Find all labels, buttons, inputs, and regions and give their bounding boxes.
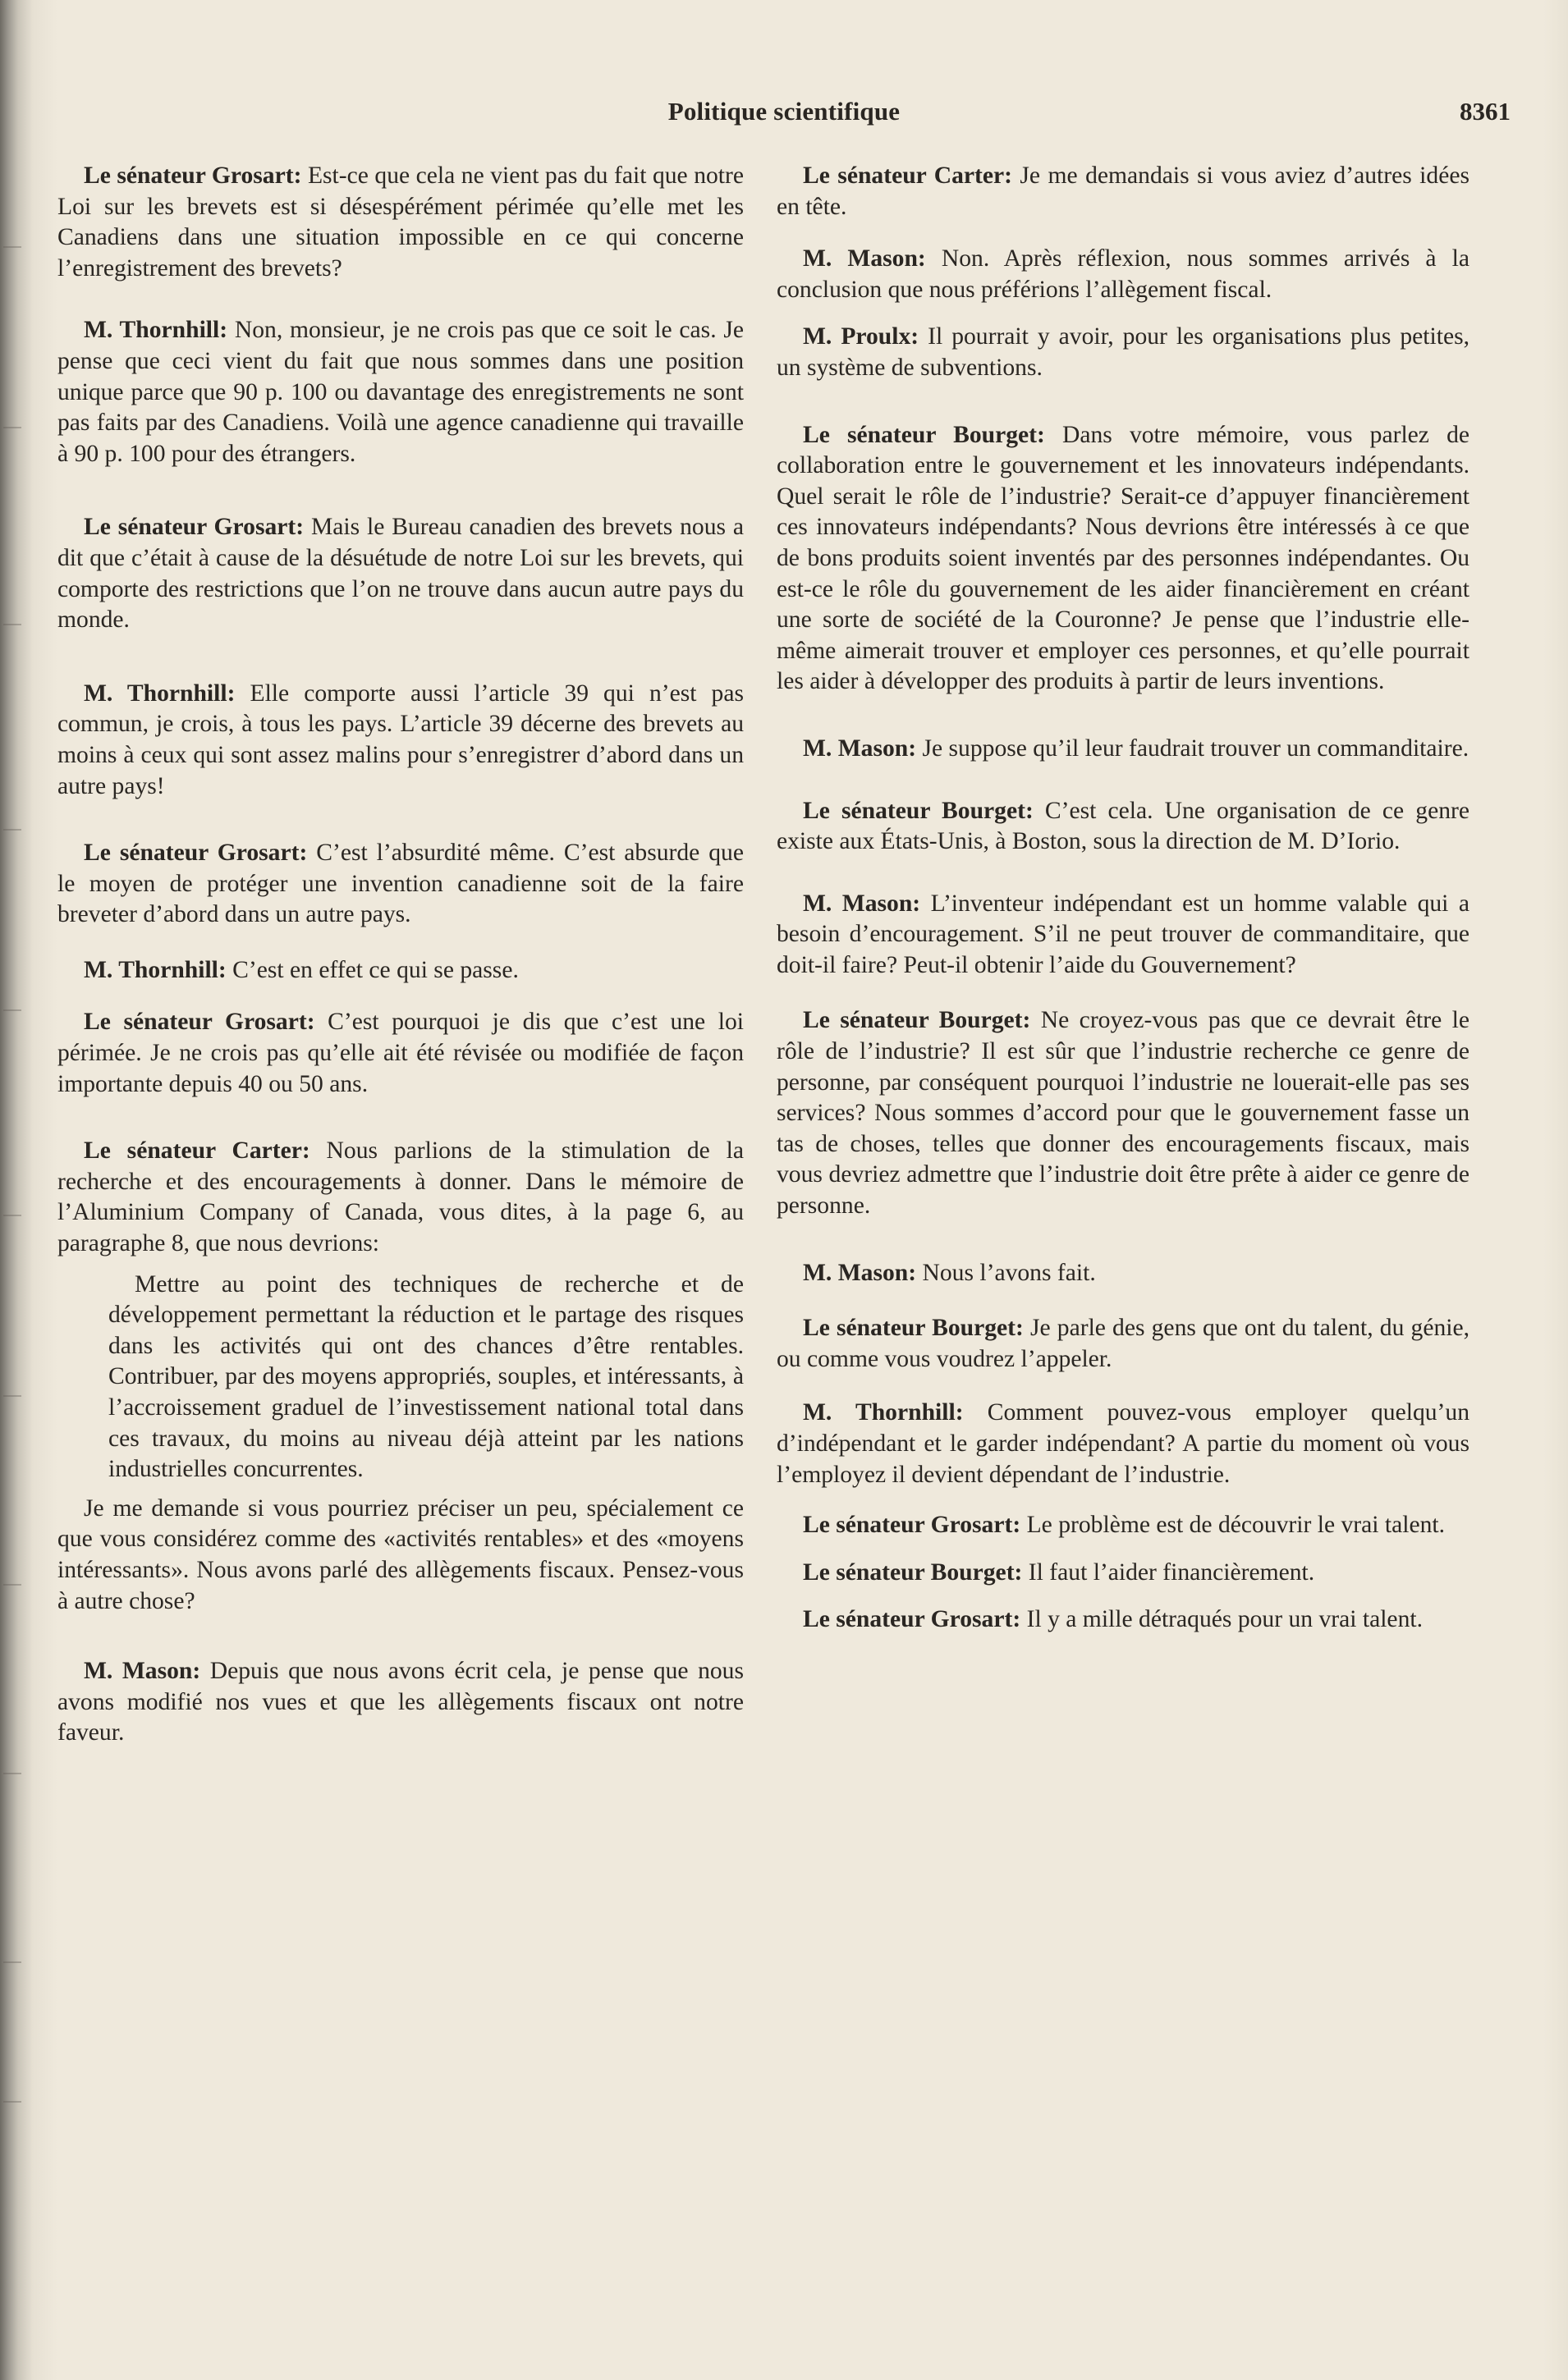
page-header bbox=[57, 97, 1511, 133]
speech-text: Non. Après réflexion, nous sommes arrivés à la conclusion que nous préférions l’allègement fiscal. bbox=[777, 245, 1469, 303]
paragraph bbox=[777, 734, 1469, 765]
paragraph bbox=[777, 796, 1469, 858]
paragraph bbox=[57, 512, 744, 635]
speech-text: Nous l’avons fait. bbox=[916, 1259, 1096, 1286]
speech-text: Je me demandais si vous aviez d’autres idées en tête. bbox=[777, 162, 1469, 220]
paragraph bbox=[57, 955, 744, 986]
speaker-name: M. Mason: bbox=[803, 1259, 917, 1286]
speaker-name: Le sénateur Grosart: bbox=[84, 162, 302, 189]
speech-text: Dans votre mémoire, vous parlez de collaboration entre le gouvernement et les innovateurs indépendants. Quel serait le rôle de l’industrie? Serait-ce d’appuyer financièrement ces innovateurs indépendants? Nous devrions être intéressés à ce que de bons produits soient inventés par des personnes indépendantes. Ou est-ce le rôle du gouvernement de les aider financièrement en créant une sorte de société de la Couronne? Je pense que l’industrie elle-même aimerait trouver et employer ces personnes, et qu’elle pourrait les aider à développer des produits à partir de leurs inventions. bbox=[777, 421, 1469, 695]
block-quote bbox=[108, 1270, 744, 1485]
speaker-name: M. Mason: bbox=[803, 245, 926, 272]
speech-text: Comment pouvez-vous employer quelqu’un d’indépendant et le garder indépendant? A partie du moment où vous l’employez il devient dépendant de l’industrie. bbox=[777, 1399, 1470, 1488]
speaker-name: Le sénateur Bourget: bbox=[803, 797, 1034, 824]
paragraph bbox=[777, 1258, 1469, 1289]
paragraph bbox=[57, 1494, 744, 1617]
speech-text: C’est cela. Une organisation de ce genre existe aux États-Unis, à Boston, sous la direction de M. D’Iorio. bbox=[777, 797, 1469, 855]
right-column bbox=[777, 161, 1469, 1636]
paragraph bbox=[777, 1604, 1469, 1636]
speaker-name: M. Proulx: bbox=[803, 323, 919, 350]
left-column bbox=[57, 161, 744, 1749]
speech-text: Non, monsieur, je ne crois pas que ce soit le cas. Je pense que ceci vient du fait que nous sommes dans une position unique parce que 90 p. 100 ou davantage des enregistrements ne sont pas faits par des Canadiens. Voilà une agence canadienne qui travaille à 90 p. 100 pour des étrangers. bbox=[57, 317, 744, 467]
paragraph bbox=[57, 679, 744, 802]
paragraph bbox=[777, 889, 1469, 982]
speaker-name: M. Mason: bbox=[803, 735, 917, 762]
paragraph bbox=[777, 161, 1469, 222]
paragraph bbox=[57, 1136, 744, 1259]
speech-text: C’est l’absurdité même. C’est absurde que le moyen de protéger une invention canadienne soit de la faire breveter d’abord dans un autre pays. bbox=[57, 840, 744, 928]
paragraph bbox=[57, 1007, 744, 1100]
running-title: Politique scientifique bbox=[667, 97, 901, 126]
speech-text: Le problème est de découvrir le vrai talent. bbox=[1020, 1512, 1446, 1539]
speaker-name: Le sénateur Bourget: bbox=[803, 421, 1045, 448]
speaker-name: M. Thornhill: bbox=[84, 956, 227, 983]
speech-text: Il pourrait y avoir, pour les organisations plus petites, un système de subventions. bbox=[777, 323, 1469, 381]
paragraph bbox=[57, 838, 744, 931]
speaker-name: M. Mason: bbox=[803, 890, 921, 917]
paragraph bbox=[777, 1510, 1469, 1541]
speech-text: Je suppose qu’il leur faudrait trouver un commanditaire. bbox=[916, 735, 1469, 762]
paragraph bbox=[57, 315, 744, 469]
paragraph bbox=[57, 1656, 744, 1749]
speech-text: Je me demande si vous pourriez préciser un peu, spécialement ce que vous considérez comme des «activités rentables» et des «moyens intéressants». Nous avons parlé des allègements fiscaux. Pensez-vous à autre chose? bbox=[57, 1494, 744, 1614]
speech-text: Ne croyez-vous pas que ce devrait être le rôle de l’industrie? Il est sûr que l’industrie recherche ce genre de personne, par conséquent pourquoi l’industrie ne louerait-elle pas ses services? Nous sommes d’accord pour que le gouvernement fasse un tas de choses, telles que donner des encouragements fiscaux, mais vous devriez admettre que l’industrie doit être prête à aider ce genre de personne. bbox=[777, 1007, 1469, 1220]
paragraph bbox=[777, 1313, 1469, 1375]
speech-text: Il y a mille détraqués pour un vrai talent. bbox=[1020, 1606, 1423, 1633]
speech-text: Depuis que nous avons écrit cela, je pense que nous avons modifié nos vues et que les allègements fiscaux ont notre faveur. bbox=[57, 1658, 744, 1746]
speech-text: L’inventeur indépendant est un homme valable qui a besoin d’encouragement. S’il ne peut trouver de commanditaire, que doit-il faire? Peut-il obtenir l’aide du Gouvernement? bbox=[777, 890, 1469, 978]
speaker-name: M. Thornhill: bbox=[84, 317, 228, 344]
speech-text: Je parle des gens que ont du talent, du génie, ou comme vous voudrez l’appeler. bbox=[777, 1315, 1470, 1372]
speech-text: Mais le Bureau canadien des brevets nous a dit que c’était à cause de la désuétude de notre Loi sur les brevets, qui comporte des restrictions que l’on ne trouve dans aucun autre pays du monde. bbox=[57, 514, 745, 634]
speech-text: C’est pourquoi je dis que c’est une loi périmée. Je ne crois pas qu’elle ait été révisée ou modifiée de façon importante depuis 40 ou 50 ans. bbox=[57, 1009, 744, 1097]
paragraph bbox=[777, 1558, 1469, 1589]
speaker-name: Le sénateur Grosart: bbox=[803, 1606, 1021, 1633]
speech-text: Elle comporte aussi l’article 39 qui n’est pas commun, je crois, à tous les pays. L’article 39 décerne des brevets au moins à ceux qui sont assez malins pour s’enregistrer d’abord dans un autre pays! bbox=[57, 680, 744, 799]
speech-text: C’est en effet ce qui se passe. bbox=[226, 956, 519, 983]
paragraph bbox=[777, 420, 1469, 698]
quote-text: Mettre au point des techniques de recherche et de développement permettant la réduction et le partage des risques dans les activités qui ont des chances d’être rentables. Contribuer, par des moyens appropriés, souples, et intéressants, à l’accroissement graduel de l’investissement national total dans ces travaux, du moins au niveau déjà atteint par les nations industrielles concurrentes. bbox=[108, 1270, 744, 1483]
paragraph bbox=[777, 322, 1469, 383]
page-number: 8361 bbox=[1460, 97, 1511, 126]
speaker-name: M. Thornhill: bbox=[803, 1399, 964, 1426]
paragraph bbox=[57, 161, 744, 284]
speaker-name: Le sénateur Grosart: bbox=[84, 840, 308, 867]
speaker-name: Le sénateur Bourget: bbox=[803, 1315, 1024, 1342]
paragraph bbox=[777, 1398, 1469, 1490]
speech-text: Nous parlions de la stimulation de la recherche et des encouragements à donner. Dans le mémoire de l’Aluminium Company of Canada, vous dites, à la page 6, au paragraphe 8, que nous devrions: bbox=[57, 1137, 744, 1257]
paragraph bbox=[777, 1005, 1469, 1221]
speaker-name: Le sénateur Grosart: bbox=[84, 514, 305, 541]
speaker-name: M. Thornhill: bbox=[84, 680, 236, 707]
speaker-name: Le sénateur Grosart: bbox=[803, 1512, 1021, 1539]
speech-text: Il faut l’aider financièrement. bbox=[1022, 1558, 1315, 1586]
speaker-name: Le sénateur Bourget: bbox=[803, 1558, 1023, 1586]
speaker-name: Le sénateur Carter: bbox=[803, 162, 1012, 189]
speech-text: Est-ce que cela ne vient pas du fait que notre Loi sur les brevets est si désespérément périmée qu’elle met les Canadiens dans une situation impossible en ce qui concerne l’enregistrement des brevets? bbox=[57, 162, 744, 281]
speaker-name: Le sénateur Carter: bbox=[84, 1137, 310, 1165]
paragraph bbox=[777, 244, 1469, 305]
speaker-name: Le sénateur Grosart: bbox=[84, 1009, 315, 1036]
binding-edge bbox=[0, 0, 30, 2380]
speaker-name: M. Mason: bbox=[84, 1658, 201, 1685]
speaker-name: Le sénateur Bourget: bbox=[803, 1007, 1031, 1034]
